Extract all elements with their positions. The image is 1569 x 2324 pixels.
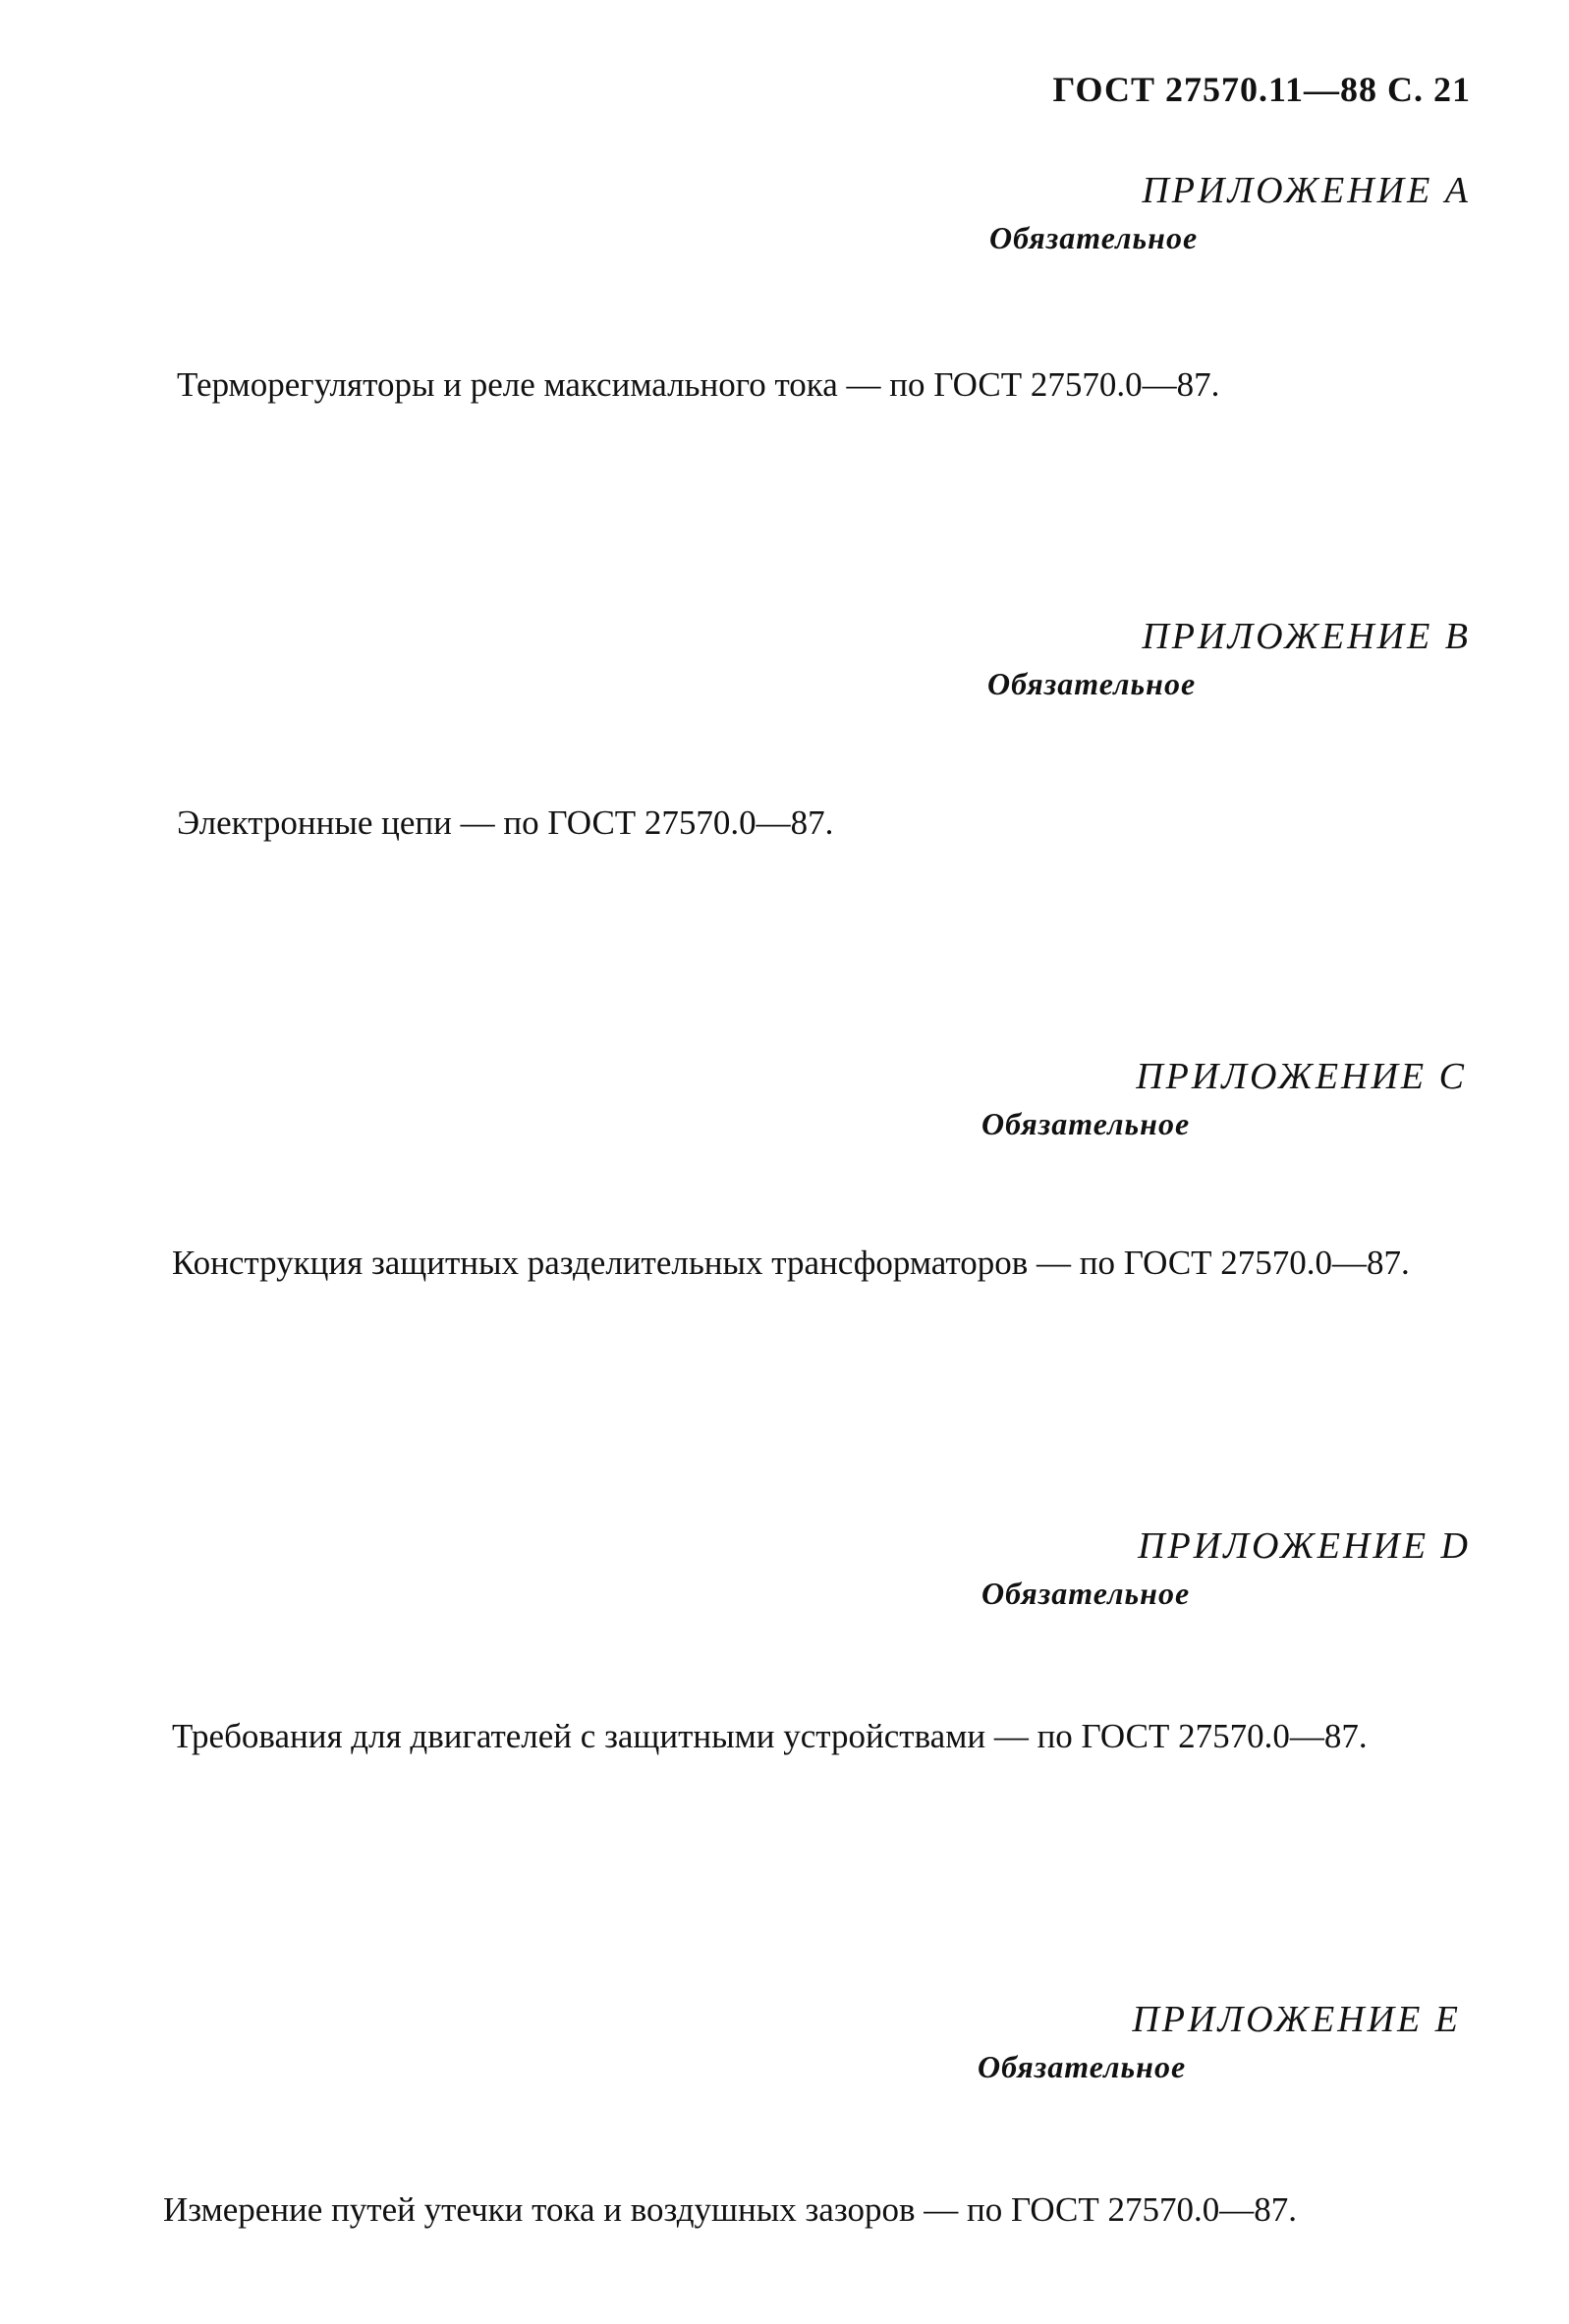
appendix-d-status: Обязательное: [981, 1576, 1191, 1611]
appendix-a: [921, 169, 1471, 255]
appendix-b: [921, 615, 1471, 701]
appendix-e-title: ПРИЛОЖЕНИЕ Е: [1132, 1999, 1461, 2040]
page-header: ГОСТ 27570.11—88 С. 21: [1052, 70, 1471, 109]
appendix-a-text: Терморегуляторы и реле максимального тока — по ГОСТ 27570.0—87.: [177, 365, 1220, 404]
appendix-d: [921, 1524, 1471, 1611]
appendix-c-text: Конструкция защитных разделительных трансформаторов — по ГОСТ 27570.0—87.: [172, 1244, 1410, 1282]
appendix-e-status: Обязательное: [978, 2049, 1187, 2084]
appendix-c-status: Обязательное: [981, 1106, 1191, 1141]
appendix-b-text: Электронные цепи — по ГОСТ 27570.0—87.: [177, 803, 834, 842]
appendix-c: [921, 1055, 1471, 1141]
appendix-d-text: Требования для двигателей с защитными устройствами — по ГОСТ 27570.0—87.: [172, 1717, 1368, 1755]
appendix-b-status: Обязательное: [987, 666, 1197, 701]
appendix-e-text: Измерение путей утечки тока и воздушных зазоров — по ГОСТ 27570.0—87.: [163, 2190, 1297, 2229]
appendix-d-title: ПРИЛОЖЕНИЕ D: [1138, 1525, 1471, 1567]
appendix-b-title: ПРИЛОЖЕНИЕ В: [1142, 616, 1471, 657]
appendix-a-status: Обязательное: [989, 220, 1199, 255]
appendix-a-title: ПРИЛОЖЕНИЕ А: [1142, 170, 1471, 211]
appendix-c-title: ПРИЛОЖЕНИЕ С: [1136, 1056, 1467, 1097]
appendix-e: [921, 1998, 1471, 2084]
